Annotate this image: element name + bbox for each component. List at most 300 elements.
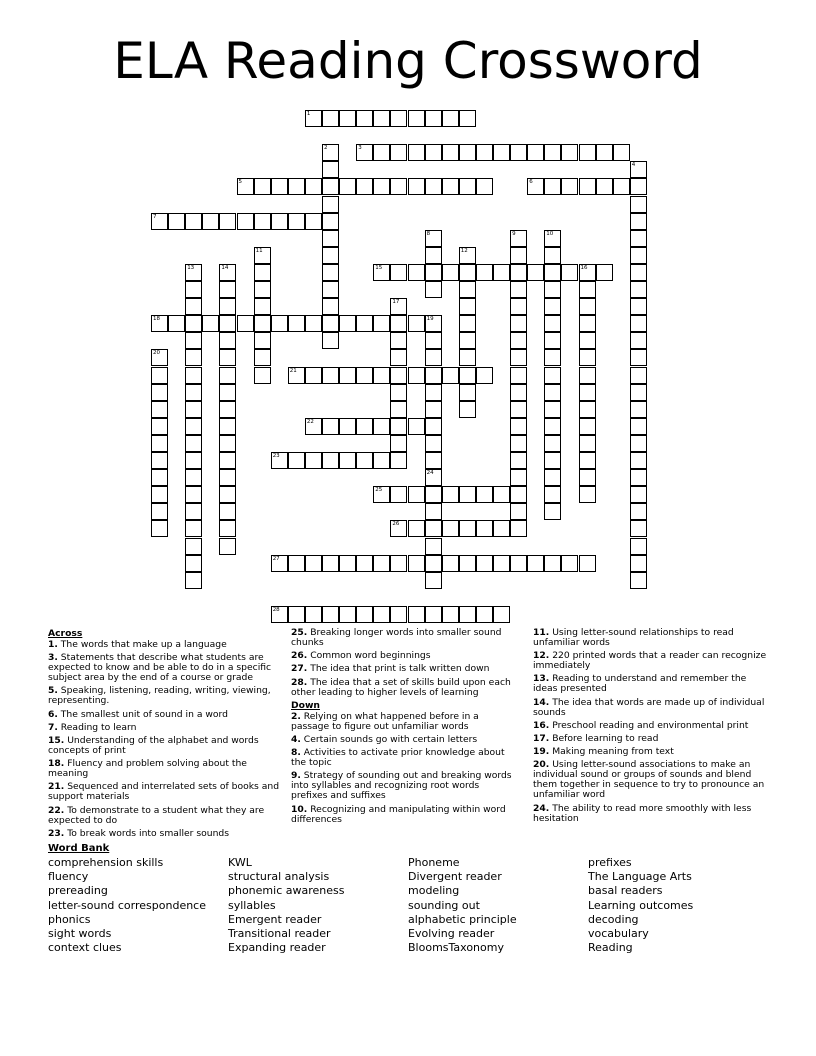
grid-cell[interactable] <box>390 110 407 127</box>
grid-cell[interactable] <box>254 298 271 315</box>
grid-cell[interactable] <box>408 264 425 281</box>
grid-cell[interactable] <box>185 264 202 281</box>
grid-cell[interactable] <box>459 281 476 298</box>
grid-cell[interactable] <box>544 281 561 298</box>
grid-cell[interactable] <box>579 144 596 161</box>
grid-cell[interactable] <box>408 110 425 127</box>
grid-cell[interactable] <box>425 435 442 452</box>
grid-cell[interactable] <box>493 606 510 623</box>
grid-cell[interactable] <box>630 538 647 555</box>
grid-cell[interactable] <box>544 401 561 418</box>
grid-cell[interactable] <box>254 315 271 332</box>
grid-cell[interactable] <box>390 435 407 452</box>
grid-cell[interactable] <box>219 315 236 332</box>
grid-cell[interactable] <box>544 469 561 486</box>
grid-cell[interactable] <box>373 418 390 435</box>
grid-cell[interactable] <box>579 435 596 452</box>
grid-cell[interactable] <box>630 332 647 349</box>
grid-cell[interactable] <box>476 178 493 195</box>
grid-cell[interactable] <box>271 315 288 332</box>
grid-cell[interactable] <box>356 606 373 623</box>
grid-cell[interactable] <box>373 555 390 572</box>
grid-cell[interactable] <box>219 469 236 486</box>
grid-cell[interactable] <box>373 178 390 195</box>
grid-cell[interactable] <box>322 555 339 572</box>
grid-cell[interactable] <box>544 418 561 435</box>
grid-cell[interactable] <box>476 606 493 623</box>
grid-cell[interactable] <box>390 332 407 349</box>
grid-cell[interactable] <box>476 486 493 503</box>
grid-cell[interactable] <box>425 178 442 195</box>
grid-cell[interactable] <box>305 606 322 623</box>
grid-cell[interactable] <box>339 555 356 572</box>
grid-cell[interactable] <box>579 298 596 315</box>
grid-cell[interactable] <box>613 178 630 195</box>
grid-cell[interactable] <box>151 452 168 469</box>
grid-cell[interactable] <box>579 486 596 503</box>
grid-cell[interactable] <box>630 247 647 264</box>
grid-cell[interactable] <box>254 281 271 298</box>
grid-cell[interactable] <box>459 384 476 401</box>
grid-cell[interactable] <box>202 315 219 332</box>
grid-cell[interactable] <box>185 538 202 555</box>
grid-cell[interactable] <box>630 367 647 384</box>
grid-cell[interactable] <box>630 281 647 298</box>
grid-cell[interactable] <box>288 452 305 469</box>
grid-cell[interactable] <box>459 178 476 195</box>
grid-cell[interactable] <box>425 332 442 349</box>
grid-cell[interactable] <box>322 298 339 315</box>
grid-cell[interactable] <box>390 452 407 469</box>
grid-cell[interactable] <box>544 503 561 520</box>
grid-cell[interactable] <box>510 298 527 315</box>
grid-cell[interactable] <box>356 418 373 435</box>
grid-cell[interactable] <box>476 264 493 281</box>
grid-cell[interactable] <box>425 264 442 281</box>
grid-cell[interactable] <box>168 315 185 332</box>
grid-cell[interactable] <box>510 332 527 349</box>
grid-cell[interactable] <box>579 281 596 298</box>
grid-cell[interactable] <box>425 572 442 589</box>
grid-cell[interactable] <box>579 367 596 384</box>
grid-cell[interactable] <box>579 384 596 401</box>
grid-cell[interactable] <box>356 367 373 384</box>
grid-cell[interactable] <box>544 144 561 161</box>
grid-cell[interactable] <box>219 538 236 555</box>
grid-cell[interactable] <box>561 264 578 281</box>
grid-cell[interactable] <box>425 606 442 623</box>
grid-cell[interactable] <box>356 555 373 572</box>
grid-cell[interactable] <box>185 367 202 384</box>
grid-cell[interactable] <box>185 384 202 401</box>
grid-cell[interactable] <box>151 486 168 503</box>
grid-cell[interactable] <box>373 110 390 127</box>
grid-cell[interactable] <box>219 281 236 298</box>
grid-cell[interactable] <box>185 486 202 503</box>
grid-cell[interactable] <box>510 384 527 401</box>
grid-cell[interactable] <box>408 178 425 195</box>
grid-cell[interactable] <box>219 298 236 315</box>
grid-cell[interactable] <box>185 401 202 418</box>
grid-cell[interactable] <box>322 213 339 230</box>
grid-cell[interactable] <box>390 418 407 435</box>
grid-cell[interactable] <box>305 213 322 230</box>
grid-cell[interactable] <box>339 418 356 435</box>
grid-cell[interactable] <box>185 452 202 469</box>
grid-cell[interactable] <box>288 606 305 623</box>
grid-cell[interactable] <box>219 435 236 452</box>
grid-cell[interactable] <box>493 144 510 161</box>
grid-cell[interactable] <box>442 144 459 161</box>
grid-cell[interactable] <box>596 178 613 195</box>
grid-cell[interactable] <box>373 315 390 332</box>
grid-cell[interactable] <box>596 264 613 281</box>
grid-cell[interactable] <box>373 367 390 384</box>
grid-cell[interactable] <box>322 247 339 264</box>
grid-cell[interactable] <box>390 520 407 537</box>
grid-cell[interactable] <box>493 264 510 281</box>
grid-cell[interactable] <box>305 315 322 332</box>
grid-cell[interactable] <box>442 110 459 127</box>
grid-cell[interactable] <box>425 247 442 264</box>
grid-cell[interactable] <box>630 469 647 486</box>
grid-cell[interactable] <box>339 110 356 127</box>
grid-cell[interactable] <box>390 606 407 623</box>
grid-cell[interactable] <box>425 281 442 298</box>
grid-cell[interactable] <box>630 555 647 572</box>
grid-cell[interactable] <box>271 452 288 469</box>
grid-cell[interactable] <box>151 384 168 401</box>
grid-cell[interactable] <box>544 555 561 572</box>
grid-cell[interactable] <box>510 367 527 384</box>
grid-cell[interactable] <box>459 315 476 332</box>
grid-cell[interactable] <box>322 230 339 247</box>
grid-cell[interactable] <box>373 144 390 161</box>
grid-cell[interactable] <box>219 401 236 418</box>
grid-cell[interactable] <box>425 555 442 572</box>
grid-cell[interactable] <box>288 315 305 332</box>
grid-cell[interactable] <box>185 469 202 486</box>
grid-cell[interactable] <box>237 178 254 195</box>
grid-cell[interactable] <box>544 486 561 503</box>
grid-cell[interactable] <box>544 247 561 264</box>
grid-cell[interactable] <box>185 418 202 435</box>
grid-cell[interactable] <box>390 555 407 572</box>
grid-cell[interactable] <box>390 298 407 315</box>
grid-cell[interactable] <box>390 384 407 401</box>
grid-cell[interactable] <box>390 315 407 332</box>
grid-cell[interactable] <box>390 178 407 195</box>
grid-cell[interactable] <box>151 349 168 366</box>
grid-cell[interactable] <box>425 469 442 486</box>
grid-cell[interactable] <box>630 486 647 503</box>
grid-cell[interactable] <box>510 452 527 469</box>
grid-cell[interactable] <box>322 161 339 178</box>
grid-cell[interactable] <box>373 452 390 469</box>
grid-cell[interactable] <box>544 435 561 452</box>
grid-cell[interactable] <box>219 418 236 435</box>
grid-cell[interactable] <box>459 332 476 349</box>
grid-cell[interactable] <box>630 213 647 230</box>
grid-cell[interactable] <box>579 178 596 195</box>
grid-cell[interactable] <box>579 332 596 349</box>
grid-cell[interactable] <box>254 332 271 349</box>
grid-cell[interactable] <box>630 418 647 435</box>
grid-cell[interactable] <box>527 144 544 161</box>
grid-cell[interactable] <box>630 161 647 178</box>
grid-cell[interactable] <box>219 332 236 349</box>
grid-cell[interactable] <box>544 367 561 384</box>
grid-cell[interactable] <box>408 555 425 572</box>
grid-cell[interactable] <box>305 367 322 384</box>
grid-cell[interactable] <box>459 520 476 537</box>
grid-cell[interactable] <box>630 452 647 469</box>
grid-cell[interactable] <box>630 349 647 366</box>
grid-cell[interactable] <box>202 213 219 230</box>
grid-cell[interactable] <box>630 298 647 315</box>
grid-cell[interactable] <box>408 486 425 503</box>
grid-cell[interactable] <box>459 401 476 418</box>
grid-cell[interactable] <box>288 213 305 230</box>
grid-cell[interactable] <box>219 264 236 281</box>
grid-cell[interactable] <box>493 555 510 572</box>
grid-cell[interactable] <box>442 367 459 384</box>
grid-cell[interactable] <box>510 401 527 418</box>
grid-cell[interactable] <box>510 520 527 537</box>
grid-cell[interactable] <box>390 144 407 161</box>
grid-cell[interactable] <box>356 452 373 469</box>
grid-cell[interactable] <box>219 503 236 520</box>
grid-cell[interactable] <box>527 555 544 572</box>
grid-cell[interactable] <box>510 315 527 332</box>
grid-cell[interactable] <box>151 367 168 384</box>
grid-cell[interactable] <box>151 213 168 230</box>
grid-cell[interactable] <box>510 555 527 572</box>
grid-cell[interactable] <box>322 315 339 332</box>
grid-cell[interactable] <box>151 401 168 418</box>
grid-cell[interactable] <box>527 178 544 195</box>
grid-cell[interactable] <box>168 213 185 230</box>
grid-cell[interactable] <box>408 315 425 332</box>
grid-cell[interactable] <box>544 332 561 349</box>
grid-cell[interactable] <box>510 264 527 281</box>
grid-cell[interactable] <box>544 384 561 401</box>
grid-cell[interactable] <box>339 315 356 332</box>
grid-cell[interactable] <box>185 435 202 452</box>
grid-cell[interactable] <box>510 349 527 366</box>
grid-cell[interactable] <box>510 144 527 161</box>
grid-cell[interactable] <box>579 315 596 332</box>
grid-cell[interactable] <box>254 264 271 281</box>
grid-cell[interactable] <box>630 572 647 589</box>
grid-cell[interactable] <box>254 349 271 366</box>
grid-cell[interactable] <box>322 178 339 195</box>
grid-cell[interactable] <box>527 264 544 281</box>
grid-cell[interactable] <box>425 230 442 247</box>
grid-cell[interactable] <box>544 178 561 195</box>
grid-cell[interactable] <box>425 418 442 435</box>
grid-cell[interactable] <box>322 110 339 127</box>
grid-cell[interactable] <box>322 196 339 213</box>
grid-cell[interactable] <box>219 520 236 537</box>
grid-cell[interactable] <box>322 606 339 623</box>
grid-cell[interactable] <box>510 247 527 264</box>
grid-cell[interactable] <box>425 110 442 127</box>
grid-cell[interactable] <box>630 230 647 247</box>
grid-cell[interactable] <box>425 401 442 418</box>
grid-cell[interactable] <box>561 144 578 161</box>
grid-cell[interactable] <box>510 418 527 435</box>
grid-cell[interactable] <box>356 315 373 332</box>
grid-cell[interactable] <box>442 264 459 281</box>
grid-cell[interactable] <box>510 469 527 486</box>
grid-cell[interactable] <box>579 418 596 435</box>
grid-cell[interactable] <box>630 384 647 401</box>
grid-cell[interactable] <box>459 349 476 366</box>
grid-cell[interactable] <box>459 110 476 127</box>
grid-cell[interactable] <box>219 384 236 401</box>
grid-cell[interactable] <box>254 367 271 384</box>
grid-cell[interactable] <box>476 520 493 537</box>
grid-cell[interactable] <box>459 298 476 315</box>
grid-cell[interactable] <box>442 486 459 503</box>
grid-cell[interactable] <box>544 298 561 315</box>
grid-cell[interactable] <box>476 367 493 384</box>
grid-cell[interactable] <box>630 435 647 452</box>
grid-cell[interactable] <box>339 452 356 469</box>
grid-cell[interactable] <box>322 281 339 298</box>
grid-cell[interactable] <box>151 520 168 537</box>
grid-cell[interactable] <box>185 520 202 537</box>
grid-cell[interactable] <box>425 486 442 503</box>
grid-cell[interactable] <box>356 144 373 161</box>
grid-cell[interactable] <box>185 555 202 572</box>
grid-cell[interactable] <box>459 264 476 281</box>
grid-cell[interactable] <box>254 178 271 195</box>
grid-cell[interactable] <box>408 606 425 623</box>
grid-cell[interactable] <box>219 367 236 384</box>
grid-cell[interactable] <box>630 178 647 195</box>
grid-cell[interactable] <box>510 230 527 247</box>
grid-cell[interactable] <box>425 367 442 384</box>
grid-cell[interactable] <box>151 469 168 486</box>
grid-cell[interactable] <box>579 469 596 486</box>
grid-cell[interactable] <box>425 144 442 161</box>
grid-cell[interactable] <box>561 178 578 195</box>
grid-cell[interactable] <box>425 538 442 555</box>
grid-cell[interactable] <box>373 606 390 623</box>
grid-cell[interactable] <box>219 486 236 503</box>
grid-cell[interactable] <box>544 230 561 247</box>
grid-cell[interactable] <box>459 555 476 572</box>
grid-cell[interactable] <box>237 315 254 332</box>
grid-cell[interactable] <box>339 367 356 384</box>
grid-cell[interactable] <box>339 606 356 623</box>
grid-cell[interactable] <box>305 178 322 195</box>
grid-cell[interactable] <box>459 144 476 161</box>
grid-cell[interactable] <box>579 264 596 281</box>
grid-cell[interactable] <box>425 384 442 401</box>
grid-cell[interactable] <box>373 486 390 503</box>
grid-cell[interactable] <box>322 144 339 161</box>
grid-cell[interactable] <box>425 315 442 332</box>
grid-cell[interactable] <box>408 418 425 435</box>
grid-cell[interactable] <box>271 178 288 195</box>
grid-cell[interactable] <box>544 349 561 366</box>
grid-cell[interactable] <box>459 367 476 384</box>
grid-cell[interactable] <box>219 452 236 469</box>
grid-cell[interactable] <box>613 144 630 161</box>
grid-cell[interactable] <box>408 144 425 161</box>
grid-cell[interactable] <box>579 555 596 572</box>
grid-cell[interactable] <box>630 503 647 520</box>
grid-cell[interactable] <box>390 367 407 384</box>
grid-cell[interactable] <box>322 452 339 469</box>
grid-cell[interactable] <box>561 555 578 572</box>
grid-cell[interactable] <box>630 315 647 332</box>
grid-cell[interactable] <box>596 144 613 161</box>
grid-cell[interactable] <box>305 110 322 127</box>
grid-cell[interactable] <box>579 401 596 418</box>
grid-cell[interactable] <box>510 503 527 520</box>
grid-cell[interactable] <box>442 520 459 537</box>
grid-cell[interactable] <box>322 367 339 384</box>
grid-cell[interactable] <box>151 418 168 435</box>
grid-cell[interactable] <box>425 452 442 469</box>
grid-cell[interactable] <box>254 213 271 230</box>
grid-cell[interactable] <box>442 606 459 623</box>
grid-cell[interactable] <box>476 555 493 572</box>
grid-cell[interactable] <box>425 349 442 366</box>
grid-cell[interactable] <box>408 520 425 537</box>
grid-cell[interactable] <box>544 315 561 332</box>
grid-cell[interactable] <box>219 349 236 366</box>
grid-cell[interactable] <box>510 435 527 452</box>
grid-cell[interactable] <box>510 281 527 298</box>
grid-cell[interactable] <box>493 486 510 503</box>
grid-cell[interactable] <box>322 418 339 435</box>
grid-cell[interactable] <box>322 332 339 349</box>
grid-cell[interactable] <box>322 264 339 281</box>
grid-cell[interactable] <box>459 486 476 503</box>
grid-cell[interactable] <box>271 213 288 230</box>
grid-cell[interactable] <box>442 178 459 195</box>
grid-cell[interactable] <box>390 401 407 418</box>
grid-cell[interactable] <box>630 264 647 281</box>
grid-cell[interactable] <box>630 401 647 418</box>
grid-cell[interactable] <box>442 555 459 572</box>
grid-cell[interactable] <box>339 178 356 195</box>
grid-cell[interactable] <box>544 264 561 281</box>
grid-cell[interactable] <box>356 110 373 127</box>
grid-cell[interactable] <box>425 503 442 520</box>
grid-cell[interactable] <box>579 349 596 366</box>
grid-cell[interactable] <box>271 555 288 572</box>
grid-cell[interactable] <box>373 264 390 281</box>
grid-cell[interactable] <box>185 213 202 230</box>
grid-cell[interactable] <box>185 315 202 332</box>
grid-cell[interactable] <box>185 349 202 366</box>
grid-cell[interactable] <box>305 452 322 469</box>
grid-cell[interactable] <box>408 367 425 384</box>
grid-cell[interactable] <box>425 520 442 537</box>
grid-cell[interactable] <box>219 213 236 230</box>
grid-cell[interactable] <box>356 178 373 195</box>
grid-cell[interactable] <box>510 486 527 503</box>
grid-cell[interactable] <box>185 298 202 315</box>
grid-cell[interactable] <box>288 555 305 572</box>
grid-cell[interactable] <box>185 572 202 589</box>
